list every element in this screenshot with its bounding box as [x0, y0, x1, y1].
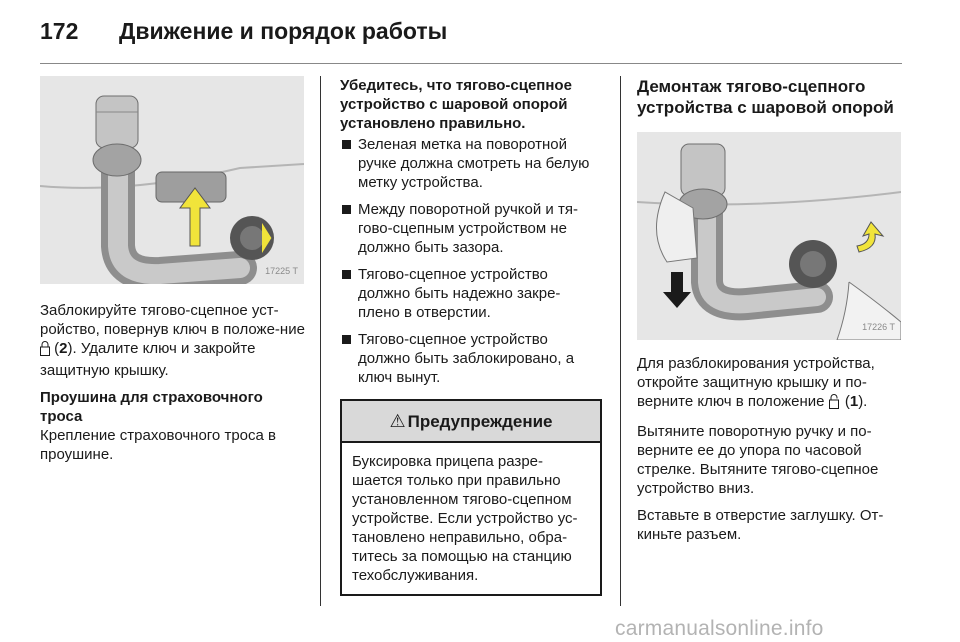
instruction-unlock-text: Для разблокирования устройства, откройте защитную крышку и по-верните ключ в положение: [637, 355, 875, 410]
tow-hitch-removal-illustration: [637, 132, 901, 340]
column-divider-1: [320, 76, 321, 606]
removal-heading: Демонтаж тягово-сцепного устройства с шаровой опорой: [637, 77, 894, 117]
instruction-lock-text: Заблокируйте тягово-сцепное уст-ройство, повернув ключ в положе-ние: [40, 302, 305, 338]
check-list: [340, 135, 602, 387]
figure-code: 17226 T: [862, 322, 895, 332]
instruction-unlock: Для разблокирования устройства, откройте защитную крышку и по-верните ключ в положение (1).: [637, 354, 903, 414]
bullet-square-icon: [342, 205, 351, 214]
lock-open-icon: [829, 394, 841, 414]
figure-code: 17225 T: [265, 266, 298, 276]
page-title: Движение и порядок работы: [119, 18, 448, 44]
column-left: [40, 76, 308, 472]
column-middle: [340, 76, 602, 596]
page-header: [40, 8, 900, 64]
list-item: [340, 265, 602, 322]
tow-hitch-drawing: [40, 76, 304, 284]
warning-triangle-icon: ⚠: [389, 410, 406, 432]
list-item-text: Между поворотной ручкой и тя-гово-сцепным устройством не должно быть зазора.: [358, 201, 578, 256]
warning-title: Предупреждение: [407, 411, 553, 431]
bullet-square-icon: [342, 140, 351, 149]
list-item: [340, 200, 602, 257]
instruction-unlock-text-end: ).: [858, 393, 868, 410]
bullet-square-icon: [342, 270, 351, 279]
tow-hitch-lock-illustration: [40, 76, 304, 284]
warning-text: Буксировка прицепа разре-шается только при правильно установленном тягово-сцепном устройстве. Если устройство ус-тановлено неправильно, обра-титесь за помощью на станцию техобслуживания.: [352, 453, 578, 584]
removal-step-text: Вытяните поворотную ручку и по-верните ее до упора по часовой стрелке. Вытяните тягово-сцепное устройство вниз.: [637, 423, 879, 497]
tow-hitch-removal-drawing: [637, 132, 901, 340]
lock-closed-icon: [40, 341, 50, 361]
header-divider: [40, 63, 902, 64]
watermark: carmanualsonline.info: [615, 617, 824, 640]
lock-position-number: 2: [59, 340, 68, 357]
list-item: [340, 135, 602, 192]
warning-box: [340, 399, 602, 596]
bullet-square-icon: [342, 335, 351, 344]
instruction-lock-text-end: ). Удалите ключ и закройте защитную крышку.: [40, 340, 256, 379]
eyelet-text: Крепление страховочного троса в проушине.: [40, 427, 276, 463]
list-item-text: Тягово-сцепное устройство должно быть надежно закре-плено в отверстии.: [358, 266, 561, 321]
column-divider-2: [620, 76, 621, 606]
list-item: [340, 330, 602, 387]
plug-step-text: Вставьте в отверстие заглушку. От-киньте разъем.: [637, 507, 884, 543]
instruction-lock: Заблокируйте тягово-сцепное уст-ройство, повернув ключ в положе-ние (2). Удалите ключ и закройте защитную крышку.: [40, 302, 305, 379]
warning-header: [342, 401, 600, 443]
list-item-text: Тягово-сцепное устройство должно быть заблокировано, а ключ вынут.: [358, 331, 575, 386]
column-right: [637, 76, 903, 552]
page-number: 172: [40, 18, 79, 44]
list-item-text: Зеленая метка на поворотной ручке должна смотреть на белую метку устройства.: [358, 136, 590, 191]
check-heading: Убедитесь, что тягово-сцепное устройство с шаровой опорой установлено правильно.: [340, 77, 572, 132]
unlock-position-number: 1: [849, 393, 859, 410]
eyelet-heading: Проушина для страховочного троса: [40, 389, 263, 425]
